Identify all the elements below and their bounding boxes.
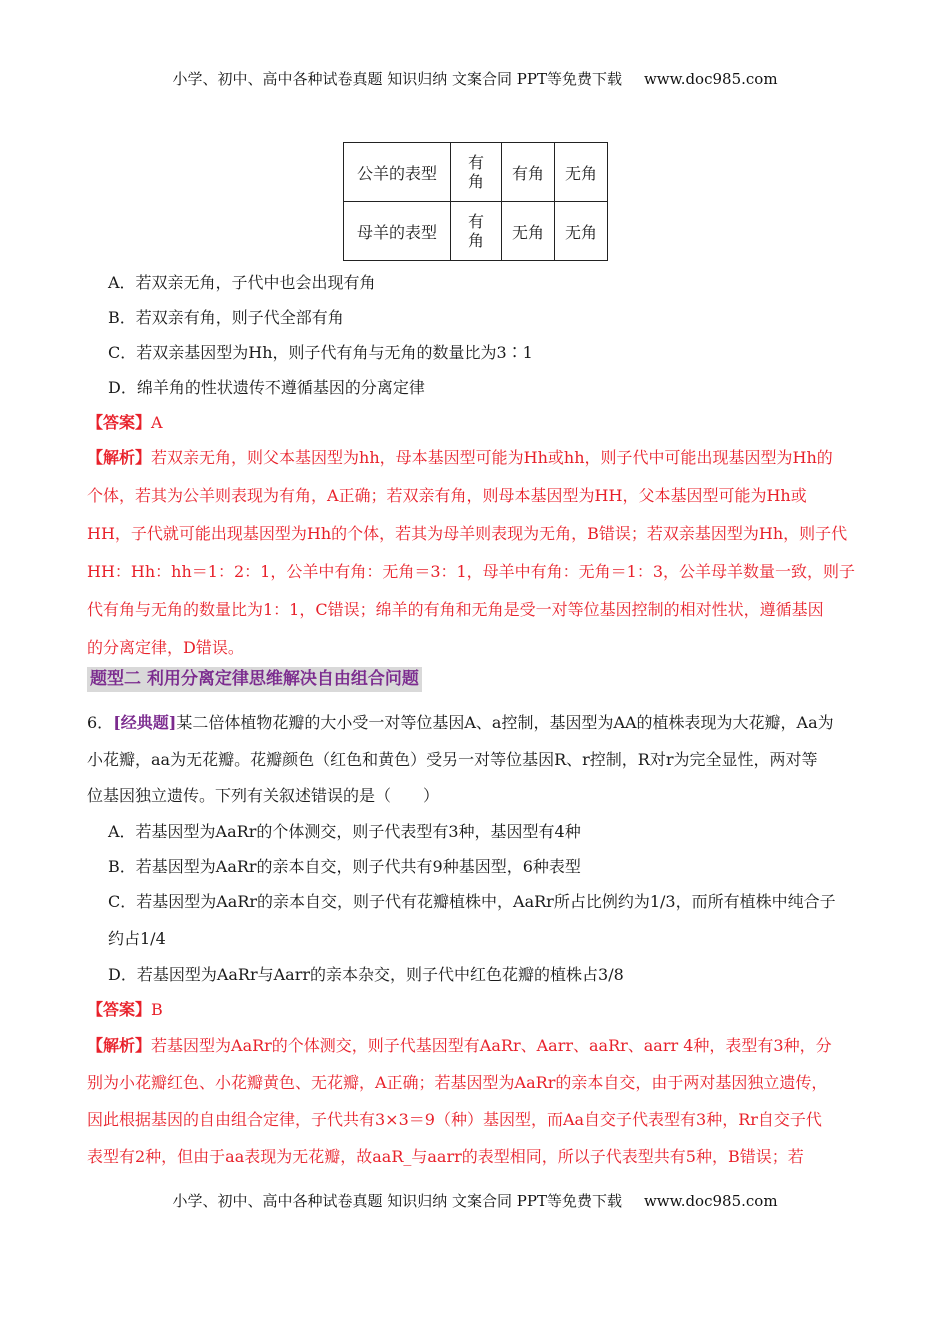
q5-analysis-line: HH：Hh：hh＝1：2：1，公羊中有角：无角＝3：1，母羊中有角：无角＝1：3，公羊母羊数量一致，则子 [87, 562, 856, 581]
section-title: 题型二 利用分离定律思维解决自由组合问题 [87, 667, 422, 692]
header-text: 小学、初中、高中各种试卷真题 知识归纳 文案合同 PPT等免费下载 [172, 70, 622, 88]
page-footer [0, 1190, 950, 1211]
q6-option-c-cont: 约占1/4 [108, 929, 166, 948]
q5-analysis-line: 【解析】若双亲无角，则父本基因型为hh，母本基因型可能为Hh或hh，则子代中可能出现基因型为Hh的 [87, 448, 833, 467]
q5-analysis-line: HH，子代就可能出现基因型为Hh的个体，若其为母羊则表现为无角，B错误；若双亲基因型为Hh，则子代 [87, 524, 848, 543]
table-cell: 无角 [555, 143, 608, 202]
footer-text: 小学、初中、高中各种试卷真题 知识归纳 文案合同 PPT等免费下载 [172, 1192, 622, 1210]
table-cell: 无角 [502, 202, 555, 261]
table-row [344, 202, 608, 261]
q6-analysis-line: 别为小花瓣红色、小花瓣黄色、无花瓣，A正确；若基因型为AaRr的亲本自交，由于两对基因独立遗传， [87, 1073, 828, 1092]
q5-option-b: B．若双亲有角，则子代全部有角 [108, 308, 344, 327]
table-cell: 有角 [451, 202, 502, 261]
q6-stem-line: 位基因独立遗传。下列有关叙述错误的是（ ） [87, 786, 440, 805]
q6-option-d: D．若基因型为AaRr与Aarr的亲本杂交，则子代中红色花瓣的植株占3/8 [108, 965, 624, 984]
q5-answer [87, 410, 163, 433]
analysis-tag: 【解析】 [87, 448, 152, 467]
q6-analysis-line: 表型有2种，但由于aa表现为无花瓣，故aaR_与aarr的表型相同，所以子代表型共有5种，B错误；若 [87, 1147, 804, 1166]
table-cell: 母羊的表型 [344, 202, 451, 261]
q5-analysis-line: 代有角与无角的数量比为1：1，C错误；绵羊的有角和无角是受一对等位基因控制的相对性状，遵循基因 [87, 600, 824, 619]
q6-option-b: B．若基因型为AaRr的亲本自交，则子代共有9种基因型，6种表型 [108, 857, 581, 876]
q6-stem-line: 小花瓣，aa为无花瓣。花瓣颜色（红色和黄色）受另一对等位基因R、r控制，R对r为完全显性，两对等 [87, 750, 818, 769]
question-number: 6． [87, 713, 114, 732]
q6-stem-line: 6．[经典题]某二倍体植物花瓣的大小受一对等位基因A、a控制，基因型为AA的植株表现为大花瓣，Aa为 [87, 713, 834, 732]
page-header [0, 68, 950, 89]
answer-tag: 【答案】 [87, 413, 152, 432]
q5-analysis-line: 个体，若其为公羊则表现为有角，A正确；若双亲有角，则母本基因型为HH，父本基因型可能为Hh或 [87, 486, 807, 505]
phenotype-table [343, 142, 608, 261]
table-cell: 无角 [555, 202, 608, 261]
answer-value: A [151, 413, 163, 432]
analysis-tag: 【解析】 [87, 1036, 152, 1055]
header-site: www.doc985.com [643, 70, 778, 88]
table-cell: 公羊的表型 [344, 143, 451, 202]
q5-analysis-line: 的分离定律，D错误。 [87, 638, 244, 657]
q6-answer [87, 997, 163, 1020]
q6-analysis-line: 因此根据基因的自由组合定律，子代共有3×3＝9（种）基因型，而Aa自交子代表型有3种，Rr自交子代 [87, 1110, 822, 1129]
q6-analysis-line: 【解析】若基因型为AaRr的个体测交，则子代基因型有AaRr、Aarr、aaRr、aarr 4种，表型有3种，分 [87, 1036, 832, 1055]
q5-option-d: D．绵羊角的性状遗传不遵循基因的分离定律 [108, 378, 425, 397]
table-cell: 有角 [502, 143, 555, 202]
q5-option-c: C．若双亲基因型为Hh，则子代有角与无角的数量比为3∶1 [108, 343, 533, 362]
table-row [344, 143, 608, 202]
classic-label: [经典题] [113, 713, 177, 732]
footer-site: www.doc985.com [643, 1192, 778, 1210]
answer-value: B [151, 1000, 163, 1019]
q6-option-a: A．若基因型为AaRr的个体测交，则子代表型有3种，基因型有4种 [108, 822, 581, 841]
q5-option-a: A．若双亲无角，子代中也会出现有角 [108, 273, 376, 292]
answer-tag: 【答案】 [87, 1000, 152, 1019]
table-cell: 有角 [451, 143, 502, 202]
q6-option-c: C．若基因型为AaRr的亲本自交，则子代有花瓣植株中，AaRr所占比例约为1/3，而所有植株中纯合子 [108, 892, 836, 911]
